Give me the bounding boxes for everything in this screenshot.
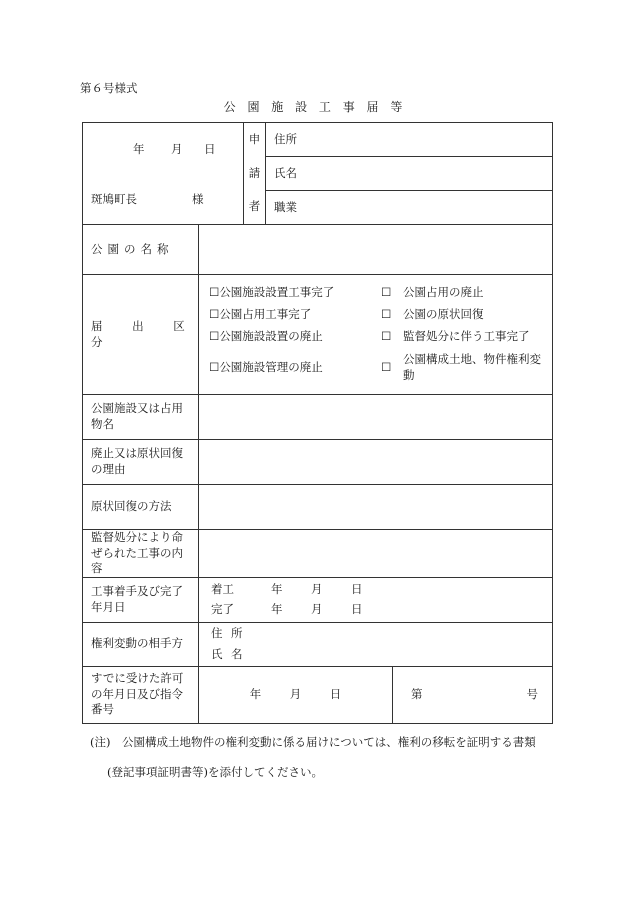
option-facility-abolition[interactable]: ☐公園施設設置の廃止 bbox=[209, 328, 323, 343]
supervisory-work-value[interactable] bbox=[199, 530, 553, 578]
checkbox-icon: ☐ bbox=[209, 328, 220, 343]
rights-party-value[interactable]: 住 所 氏 名 bbox=[199, 622, 553, 666]
park-name-label: 公園の名称 bbox=[83, 225, 199, 275]
note-line-2: (登記事項証明書等)を添付してください。 bbox=[107, 765, 323, 779]
abolition-reason-value[interactable] bbox=[199, 440, 553, 485]
checkbox-icon: ☐ bbox=[209, 306, 220, 321]
facility-name-label: 公園施設又は占用物名 bbox=[83, 395, 199, 440]
addressee-cell[interactable] bbox=[83, 123, 244, 225]
note-line-1: (注) 公園構成土地物件の権利変動に係る届けについては、権利の移転を証明する書類 bbox=[90, 735, 536, 749]
facility-name-value[interactable] bbox=[199, 395, 553, 440]
construction-start-label: 着工 bbox=[211, 582, 234, 597]
applicant-name-field[interactable]: 氏名 bbox=[266, 157, 553, 190]
supervisory-work-label: 監督処分により命ぜられた工事の内容 bbox=[83, 530, 199, 578]
option-park-restoration: 公園の原状回復 bbox=[403, 306, 484, 321]
prior-permit-label: すでに受けた許可の年月日及び指令番号 bbox=[83, 666, 199, 723]
restoration-method-label: 原状回復の方法 bbox=[83, 485, 199, 530]
recipient-name: 斑鳩町長 bbox=[91, 192, 137, 206]
notification-form-table bbox=[82, 122, 553, 724]
prior-permit-number-value[interactable]: 第 号 bbox=[393, 666, 553, 723]
checkbox-icon[interactable]: ☐ bbox=[381, 284, 392, 299]
rights-party-label: 権利変動の相手方 bbox=[83, 622, 199, 666]
date-day-label: 日 bbox=[204, 142, 216, 156]
park-name-value[interactable] bbox=[199, 225, 553, 275]
checkbox-icon[interactable]: ☐ bbox=[381, 328, 392, 343]
notification-type-options bbox=[199, 275, 553, 395]
option-facility-construction-complete[interactable]: ☐公園施設設置工事完了 bbox=[209, 284, 335, 299]
checkbox-icon[interactable]: ☐ bbox=[381, 359, 392, 374]
applicant-side-label-2: 請 bbox=[244, 157, 266, 190]
form-title: 公 園 施 設 工 事 届 等 bbox=[223, 100, 407, 114]
applicant-occupation-field[interactable]: 職業 bbox=[266, 190, 553, 224]
prior-permit-date-value[interactable]: 年 月 日 bbox=[199, 666, 393, 723]
option-land-rights-change: 公園構成土地、物件権利変動 bbox=[403, 351, 541, 382]
applicant-side-label-3: 者 bbox=[244, 190, 266, 224]
form-number: 第６号様式 bbox=[80, 81, 138, 95]
restoration-method-value[interactable] bbox=[199, 485, 553, 530]
abolition-reason-label: 廃止又は原状回復の理由 bbox=[83, 440, 199, 485]
date-year-label: 年 bbox=[133, 142, 145, 156]
checkbox-icon: ☐ bbox=[209, 284, 220, 299]
option-occupation-abolition: 公園占用の廃止 bbox=[403, 284, 484, 299]
date-month-label: 月 bbox=[171, 142, 183, 156]
applicant-side-label-1: 申 bbox=[244, 123, 266, 157]
checkbox-icon[interactable]: ☐ bbox=[381, 306, 392, 321]
notification-type-label: 届 出 区 分 bbox=[83, 275, 199, 395]
construction-end-label: 完了 bbox=[211, 601, 234, 616]
construction-dates-value[interactable]: 着工 年 月 日 完了 年 月 日 bbox=[199, 577, 553, 622]
checkbox-icon: ☐ bbox=[209, 359, 220, 374]
construction-dates-label: 工事着手及び完了年月日 bbox=[83, 577, 199, 622]
option-facility-management-abolition[interactable]: ☐公園施設管理の廃止 bbox=[209, 359, 323, 374]
option-supervisory-work-complete: 監督処分に伴う工事完了 bbox=[403, 328, 530, 343]
option-occupation-construction-complete[interactable]: ☐公園占用工事完了 bbox=[209, 306, 312, 321]
recipient-honorific: 様 bbox=[192, 192, 204, 206]
applicant-address-field[interactable]: 住所 bbox=[266, 123, 553, 157]
